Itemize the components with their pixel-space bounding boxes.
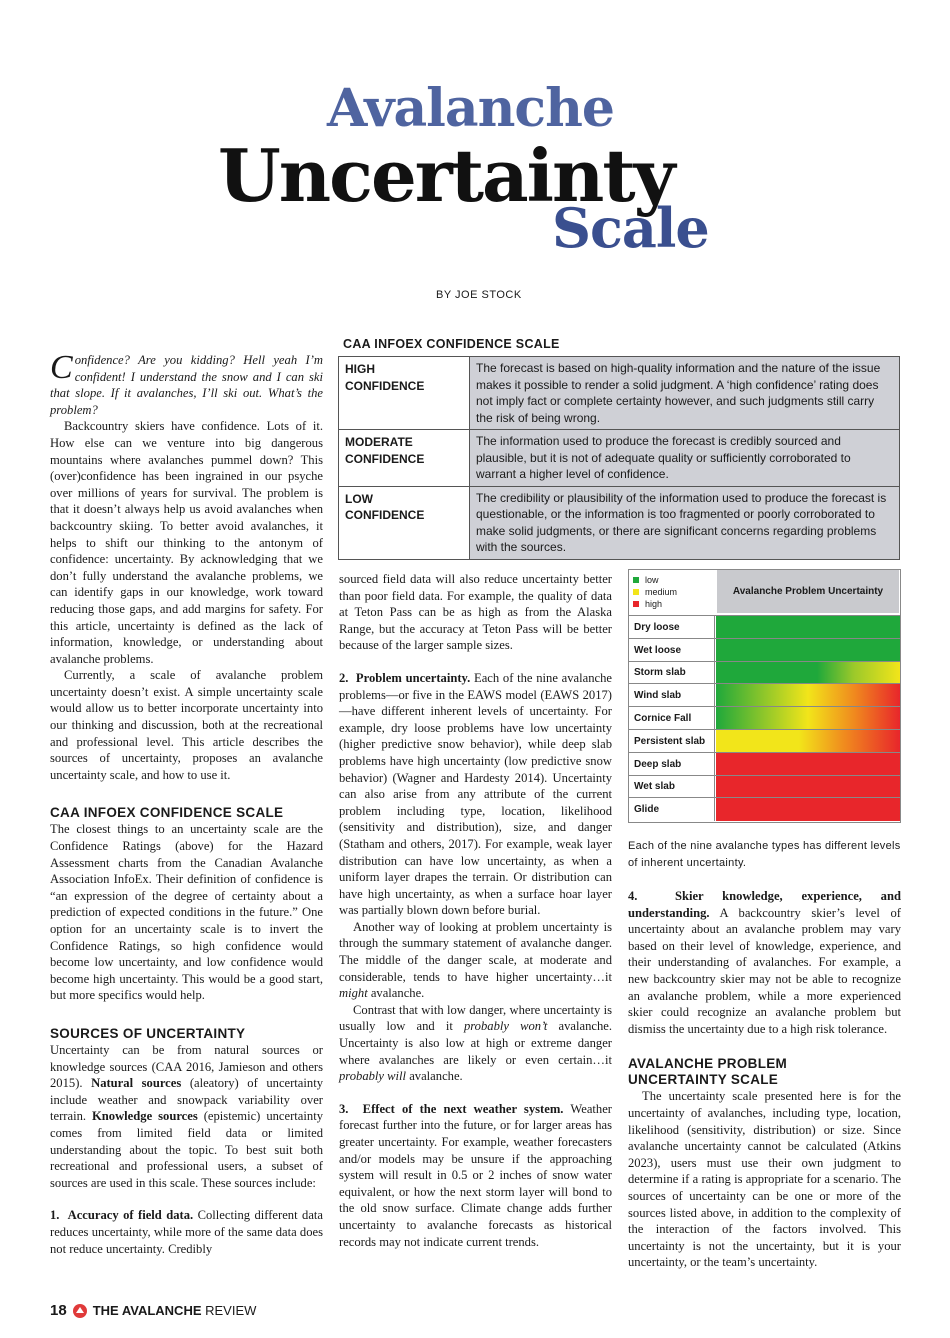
chart-row-label: Dry loose: [629, 616, 715, 639]
column-1: [50, 349, 323, 1257]
chart-row-label: Storm slab: [629, 662, 715, 685]
section-heading: AVALANCHE PROBLEM UNCERTAINTY SCALE: [628, 1056, 788, 1088]
chart-row: [629, 638, 900, 662]
title-line-avalanche: Avalanche: [327, 78, 614, 139]
avalanche-logo-icon: [73, 1304, 87, 1318]
chart-row: [629, 706, 900, 730]
uncertainty-bar: [716, 662, 900, 685]
chart-row: [629, 775, 900, 799]
paragraph: 3. Effect of the next weather system. Weather forecast further into the future, or for larger areas has greater uncertainty. For example, weather forecasters and/or models may be unsure if the approaching system will result in 0.5 or 2 inches of snow water equivalent, or how the next storm layer will bond to the old snow surface. Climate change adds further uncertainty to avalanche forecasts as historical records may not indicate current trends.: [339, 1101, 612, 1249]
paragraph: Uncertainty can be from natural sources or knowledge sources (CAA 2016, Jamieson and others 2015). Natural sources (aleatory) of uncertainty include weather and snowpack variability over terrain. Knowledge sources (epistemic) uncertainty comes from limited field data or limited understanding about the topic. To best suit both recreational and professional users, a subset of sources are used in this scale. These sources include:: [50, 1042, 323, 1190]
confidence-description: The forecast is based on high-quality information and the nature of the issue makes it possible to render a solid judgment. A ‘high confidence’ rating does not imply fact or complete certainty however, and such judgments still carry the risk of being wrong.: [470, 357, 900, 430]
table-row: [339, 430, 900, 487]
confidence-label: HIGH CONFIDENCE: [339, 357, 470, 430]
uncertainty-chart: [628, 569, 901, 823]
legend-item: high: [633, 598, 677, 610]
paragraph: 1. Accuracy of field data. Collecting different data reduces uncertainty, while more of the same data does not reduce uncertainty. Credibly: [50, 1208, 323, 1256]
paragraph: Currently, a scale of avalanche problem uncertainty doesn’t exist. A simple uncertainty scale would allow us to better incorporate uncertainty into our thinking and discussion, both at the recreational and professional level. This article describes the sources of uncertainty, proposes an avalanche uncertainty scale, and how to use it.: [50, 668, 323, 782]
chart-row: [629, 615, 900, 639]
publication-name: THE AVALANCHE REVIEW: [92, 1303, 257, 1318]
legend-item: low: [633, 574, 677, 586]
column-3: [628, 888, 901, 1271]
table-title: CAA INFOEX CONFIDENCE SCALE: [343, 337, 560, 351]
uncertainty-bar: [716, 684, 900, 707]
chart-caption: Each of the nine avalanche types has different levels of inherent uncertainty.: [628, 840, 901, 869]
paragraph: Backcountry skiers have confidence. Lots of it. How else can we venture into big dangerous mountains where avalanches pummel down? This (over)confidence has been ingrained in our psyche over millions of years for survival. The problem is that it doesn’t always help us avoid avalanches when backcountry skiing. To better avoid avalanches, it helps to shift our thinking to the antonym of confidence: uncertainty. By acknowledging that we don’t fully understand the avalanche problems, we can identify gaps in our knowledge, work toward reducing those gaps, and add margins for safety. For this article, uncertainty is defined as the lack of information, knowledge, or understanding about avalanche problems.: [50, 419, 323, 666]
confidence-table: [338, 356, 900, 560]
chart-row-label: Wind slab: [629, 684, 715, 707]
uncertainty-bar: [716, 707, 900, 730]
title-line-uncertainty: Uncertainty: [218, 133, 674, 218]
legend-swatch: [633, 577, 639, 583]
chart-row: [629, 661, 900, 685]
chart-legend: [633, 574, 677, 610]
byline: BY JOE STOCK: [436, 289, 522, 301]
paragraph: sourced field data will also reduce uncertainty better than poor field data. For example, the quality of data at Teton Pass can be as high as from the Alaska Range, but the accuracy at Teton Pass will be better because of the larger sample sizes.: [339, 572, 612, 653]
confidence-description: The information used to produce the forecast is credibly sourced and plausible, but it is not of adequate quality or sufficiently corroborated to warrant a higher level of confidence.: [470, 430, 900, 487]
paragraph: The closest things to an uncertainty scale are the Confidence Ratings (above) for the Hazard Assessment charts from the Canadian Avalanche Association InfoEx. Their definition of confidence is “an expression of the degree of certainty about a prediction of expected conditions in the future.” One option for an uncertainty scale is to invert the Confidence Ratings, so high confidence would become low uncertainty, and low confidence would become high uncertainty. This would be a good start, but more specifics would help.: [50, 822, 323, 1003]
table-row: [339, 486, 900, 559]
lead-paragraph: Confidence? Are you kidding? Hell yeah I’m confident! I understand the snow and I can ski that slope. If it avalanches, I’ll ski out. What’s the problem?: [50, 349, 323, 417]
confidence-label: LOW CONFIDENCE: [339, 486, 470, 559]
paragraph: The uncertainty scale presented here is for the uncertainty of avalanches, including type, location, likelihood (sensitivity, distribution) or size. Since avalanche uncertainty cannot be calculated (Atkins 2023), users must use their own judgment to determine if a rating is appropriate for a scenario. The sources of uncertainty can be one or more of the sources listed above, in addition to the complexity of the interaction of the factors involved. This uncertainty is not the uncertainty, but it is your uncertainty, or the team’s uncertainty.: [628, 1089, 901, 1270]
uncertainty-bar: [716, 753, 900, 776]
legend-swatch: [633, 601, 639, 607]
section-heading: SOURCES OF UNCERTAINTY: [50, 1025, 246, 1041]
confidence-description: The credibility or plausibility of the information used to produce the forecast is questionable, or the information is too fragmented or poorly corroborated to make solid judgments, or there are significant concerns regarding problems with the sources.: [470, 486, 900, 559]
uncertainty-bar: [716, 730, 900, 753]
chart-row-label: Persistent slab: [629, 730, 715, 753]
chart-row-label: Wet slab: [629, 776, 715, 799]
page-number: 18: [50, 1302, 67, 1319]
paragraph: 2. Problem uncertainty. Each of the nine avalanche problems—or five in the EAWS model (EAWS 2017)—have different inherent levels of uncertainty. For example, dry loose problems have low uncertainty (higher predictive snow behavior), while deep slab problems have high uncertainty (low predictive snow behavior) (Wagner and Hardesty 2014). Uncertainty can also arise from any attribute of the current problem including type, location, likelihood (sensitivity and distribution), size, and danger (Statham and others, 2017). For example, weak layer distribution can have low uncertainty, as when a uniform layer drapes the terrain. Or distribution can have high uncertainty, as when a surface hoar layer was partially blown down before burial.: [339, 670, 612, 918]
title-line-scale: Scale: [552, 196, 709, 260]
chart-row-label: Cornice Fall: [629, 707, 715, 730]
paragraph: Contrast that with low danger, where uncertainty is usually low and it probably won’t avalanche. Uncertainty is also low at high or extreme danger where avalanches are likely or even certain…it probably will avalanche.: [339, 1002, 612, 1084]
legend-swatch: [633, 589, 639, 595]
legend-item: medium: [633, 586, 677, 598]
chart-row-label: Wet loose: [629, 639, 715, 662]
drop-cap: C: [50, 349, 73, 386]
chart-row: [629, 683, 900, 707]
confidence-label: MODERATE CONFIDENCE: [339, 430, 470, 487]
table-row: [339, 357, 900, 430]
chart-row-label: Glide: [629, 798, 715, 821]
paragraph: Another way of looking at problem uncertainty is through the summary statement of avalanche danger. The middle of the danger scale, at moderate and considerable, tends to have higher uncertainty…it might avalanche.: [339, 919, 612, 1001]
chart-title: Avalanche Problem Uncertainty: [717, 570, 899, 613]
chart-row: [629, 729, 900, 753]
column-2: [339, 571, 612, 1250]
chart-row-label: Deep slab: [629, 753, 715, 776]
uncertainty-bar: [716, 798, 900, 821]
uncertainty-bar: [716, 776, 900, 799]
chart-row: [629, 752, 900, 776]
chart-row: [629, 797, 900, 821]
section-heading: CAA INFOEX CONFIDENCE SCALE: [50, 805, 284, 821]
page-footer: [50, 1302, 256, 1319]
uncertainty-bar: [716, 616, 900, 639]
uncertainty-bar: [716, 639, 900, 662]
paragraph: 4. Skier knowledge, experience, and understanding. A backcountry skier’s level of uncertainty about an avalanche problem may vary based on their level of knowledge, experience, and their understanding of avalanches. For example, a new backcountry skier may not be able to recognize an avalanche problem, while a more experienced skier could recognize an avalanche problem but dismiss the uncertainty due to a high risk tolerance.: [628, 889, 901, 1036]
